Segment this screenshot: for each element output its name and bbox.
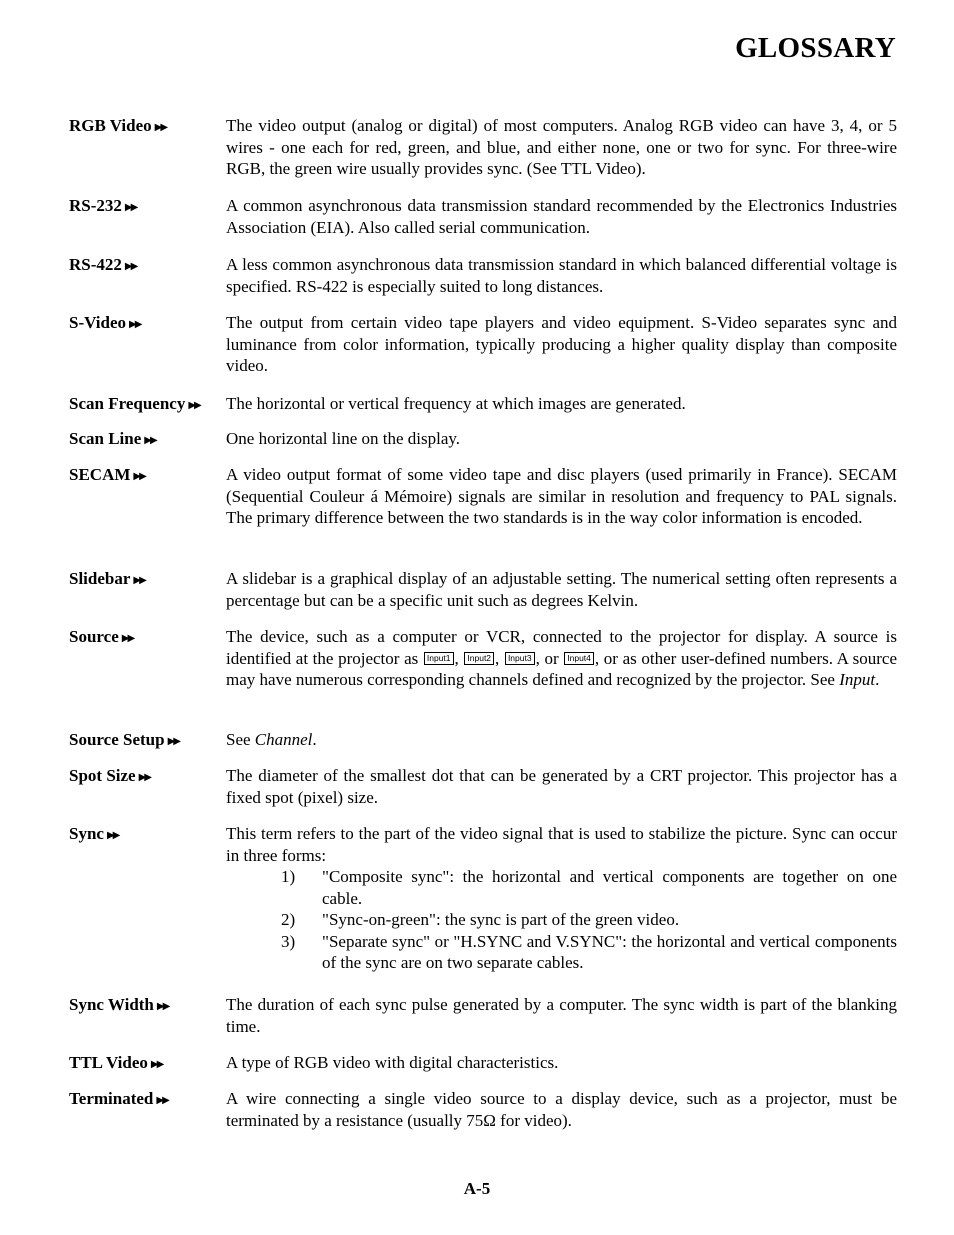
page-title: GLOSSARY [735,32,896,64]
double-arrow-icon: ▶▶ [106,830,119,841]
double-arrow-icon: ▶▶ [124,202,137,213]
term: Source Setup ▶▶ [69,729,179,753]
input2-key-icon: Input2 [464,652,494,665]
glossary-entry-scan-line [69,428,897,450]
page-number: A-5 [463,1179,491,1198]
double-arrow-icon: ▶▶ [121,633,134,644]
definition: This term refers to the part of the video signal that is used to stabilize the picture. Sync can occur in three forms: 1) "Composite sync": the horizontal and vertical components are together on one cable. 2) "Sync-on-green": the sync is part of the green video. 3) "Separate sync" or "H.SYNC and V.SYNC": the horizontal and vertical components of the sync are on two separate cables. [226,824,897,972]
definition: A less common asynchronous data transmission standard in which balanced differential voltage is specified. RS-422 is especially suited to long distances. [226,255,897,296]
term: RS-232 ▶▶ [69,195,136,219]
double-arrow-icon: ▶▶ [154,122,167,133]
double-arrow-icon: ▶▶ [167,736,179,747]
term: Sync Width ▶▶ [69,994,168,1018]
double-arrow-icon: ▶▶ [188,400,200,411]
double-arrow-icon: ▶▶ [156,1095,168,1106]
glossary-entry-sync [69,823,897,974]
definition: See Channel. [226,730,317,749]
definition: The output from certain video tape players and video equipment. S-Video separates sync and luminance from color information, typically producing a higher quality display than composite video. [226,313,897,375]
definition: One horizontal line on the display. [226,429,461,448]
double-arrow-icon: ▶▶ [133,471,145,482]
glossary-entry-rgb-video [69,115,897,180]
definition: The duration of each sync pulse generated by a computer. The sync width is part of the blanking time. [226,995,897,1036]
term: Slidebar ▶▶ [69,568,145,592]
definition: A slidebar is a graphical display of an adjustable setting. The numerical setting often represents a percentage but can be a specific unit such as degrees Kelvin. [226,569,897,610]
list-item: 2) "Sync-on-green": the sync is part of the green video. [281,910,680,929]
term: Scan Line ▶▶ [69,428,156,452]
glossary-entry-s-video [69,312,897,377]
double-arrow-icon: ▶▶ [150,1059,163,1070]
input4-key-icon: Input4 [564,652,594,665]
glossary-entry-terminated [69,1088,897,1131]
definition: The device, such as a computer or VCR, connected to the projector for display. A source is identified at the projector as Input1 , Input2 , Input3 , or Input4 , or as other user-defined numbers. A source may have numerous corresponding channels defined and recognized by the projector. See Input. [226,627,898,689]
glossary-entry-scan-frequency [69,393,897,415]
term: Source ▶▶ [69,626,133,650]
double-arrow-icon: ▶▶ [129,319,141,330]
cross-reference: Channel [254,730,313,749]
glossary-entry-rs-422 [69,254,897,297]
input1-key-icon: Input1 [424,652,454,665]
term: SECAM ▶▶ [69,464,145,488]
glossary-entry-spot-size [69,765,897,808]
cross-reference: Input [839,670,876,689]
double-arrow-icon: ▶▶ [138,772,150,783]
definition: A video output format of some video tape and disc players (used primarily in France). SECAM (Sequential Couleur á Mémoire) signals are similar in resolution and frequency to PAL signals. The primary difference between the two standards is in the way color information is encoded. [226,465,897,527]
term: RGB Video ▶▶ [69,115,166,139]
double-arrow-icon: ▶▶ [156,1001,169,1012]
glossary-entry-secam [69,464,897,529]
definition: A type of RGB video with digital characteristics. [226,1053,559,1072]
list-item: 3) "Separate sync" or "H.SYNC and V.SYNC": the horizontal and vertical components of the sync are on two separate cables. [281,931,897,972]
definition: The horizontal or vertical frequency at which images are generated. [226,394,686,413]
glossary-entry-source-setup [69,729,897,751]
double-arrow-icon: ▶▶ [133,575,145,586]
definition: A wire connecting a single video source to a display device, such as a projector, must be terminated by a resistance (usually 75Ω for video). [226,1089,897,1130]
term: S-Video ▶▶ [69,312,140,336]
definition: A common asynchronous data transmission standard recommended by the Electronics Industries Association (EIA). Also called serial communication. [226,196,897,237]
double-arrow-icon: ▶▶ [144,435,156,446]
term: Scan Frequency ▶▶ [69,393,200,417]
definition: The video output (analog or digital) of most computers. Analog RGB video can have 3, 4, or 5 wires - one each for red, green, and blue, and either none, one or two for sync. For three-wire RGB, the green wire usually provides sync. (See TTL Video). [226,116,897,178]
term: Terminated ▶▶ [69,1088,168,1112]
glossary-entry-slidebar [69,568,897,611]
glossary-entry-source [69,626,897,691]
glossary-entry-ttl-video [69,1052,897,1074]
input3-key-icon: Input3 [505,652,535,665]
term: Sync ▶▶ [69,823,118,847]
term: Spot Size ▶▶ [69,765,150,789]
double-arrow-icon: ▶▶ [124,261,137,272]
glossary-entry-rs-232 [69,195,897,238]
glossary-entry-sync-width [69,994,897,1037]
list-item: 1) "Composite sync": the horizontal and vertical components are together on one cable. [281,867,897,908]
term: TTL Video ▶▶ [69,1052,162,1076]
term: RS-422 ▶▶ [69,254,136,278]
definition: The diameter of the smallest dot that can be generated by a CRT projector. This projector has a fixed spot (pixel) size. [226,766,897,807]
sync-forms-list [226,866,897,974]
